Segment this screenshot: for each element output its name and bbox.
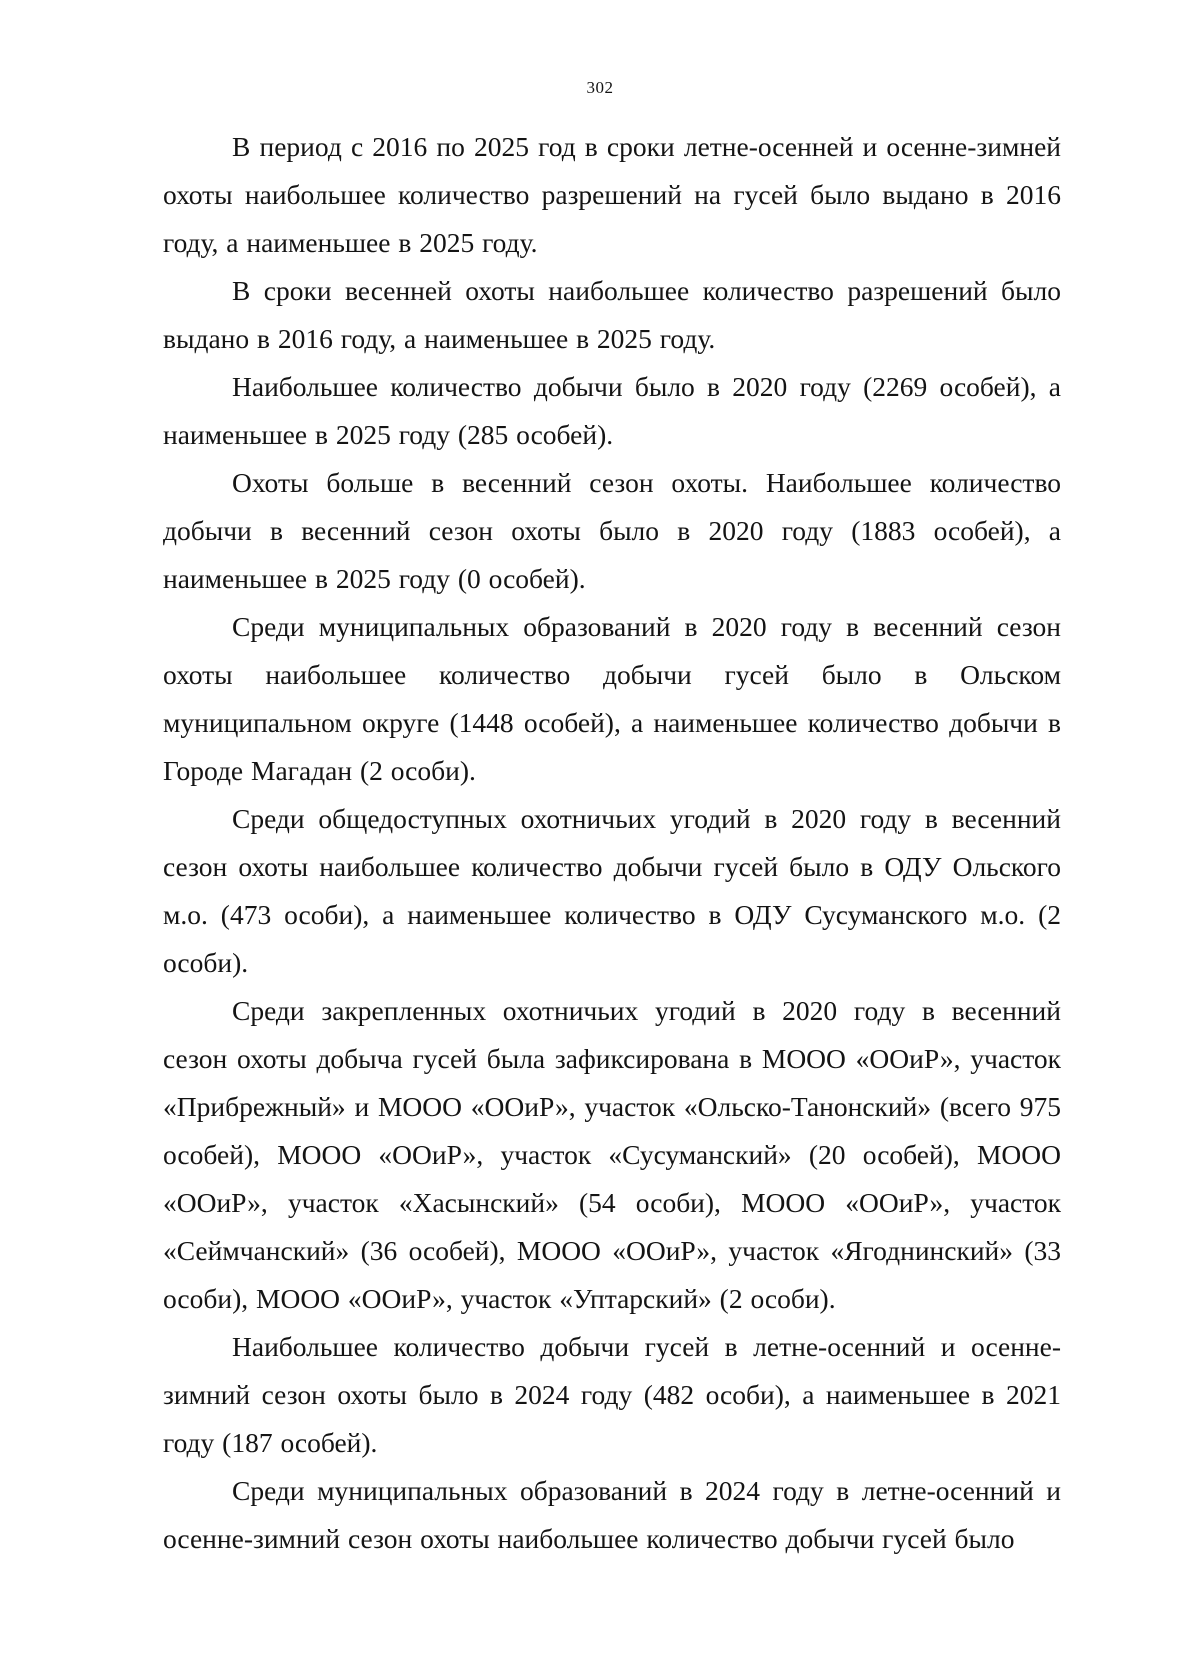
- paragraph-8: Наибольшее количество добычи гусей в летне-осенний и осенне-зимний сезон охоты было в 2024 году (482 особи), а наименьшее в 2021 году (187 особей).: [163, 1331, 1061, 1458]
- page-number: 302: [586, 78, 614, 97]
- paragraph-3: Наибольшее количество добычи было в 2020 году (2269 особей), а наименьшее в 2025 году (285 особей).: [163, 371, 1061, 450]
- paragraph-7: Среди закрепленных охотничьих угодий в 2020 году в весенний сезон охоты добыча гусей была зафиксирована в МООО «ООиР», участок «Прибрежный» и МООО «ООиР», участок «Ольско-Танонский» (всего 975 особей), МООО «ООиР», участок «Сусуманский» (20 особей), МООО «ООиР», участок «Хасынский» (54 особи), МООО «ООиР», участок «Сеймчанский» (36 особей), МООО «ООиР», участок «Ягоднинский» (33 особи), МООО «ООиР», участок «Уптарский» (2 особи).: [163, 995, 1061, 1314]
- paragraph-5: Среди муниципальных образований в 2020 году в весенний сезон охоты наибольшее количество добычи гусей было в Ольском муниципальном округе (1448 особей), а наименьшее количество добычи в Городе Магадан (2 особи).: [163, 611, 1061, 786]
- paragraph-2: В сроки весенней охоты наибольшее количество разрешений было выдано в 2016 году, а наименьшее в 2025 году.: [163, 275, 1061, 354]
- paragraph-1: В период с 2016 по 2025 год в сроки летне-осенней и осенне-зимней охоты наибольшее количество разрешений на гусей было выдано в 2016 году, а наименьшее в 2025 году.: [163, 131, 1061, 258]
- paragraph-6: Среди общедоступных охотничьих угодий в 2020 году в весенний сезон охоты наибольшее количество добычи гусей было в ОДУ Ольского м.о. (473 особи), а наименьшее количество в ОДУ Сусуманского м.о. (2 особи).: [163, 803, 1061, 978]
- paragraph-4: Охоты больше в весенний сезон охоты. Наибольшее количество добычи в весенний сезон охоты было в 2020 году (1883 особей), а наименьшее в 2025 году (0 особей).: [163, 467, 1061, 594]
- paragraph-9: Среди муниципальных образований в 2024 году в летне-осенний и осенне-зимний сезон охоты наибольшее количество добычи гусей было: [163, 1475, 1061, 1554]
- document-body: [163, 123, 1061, 1563]
